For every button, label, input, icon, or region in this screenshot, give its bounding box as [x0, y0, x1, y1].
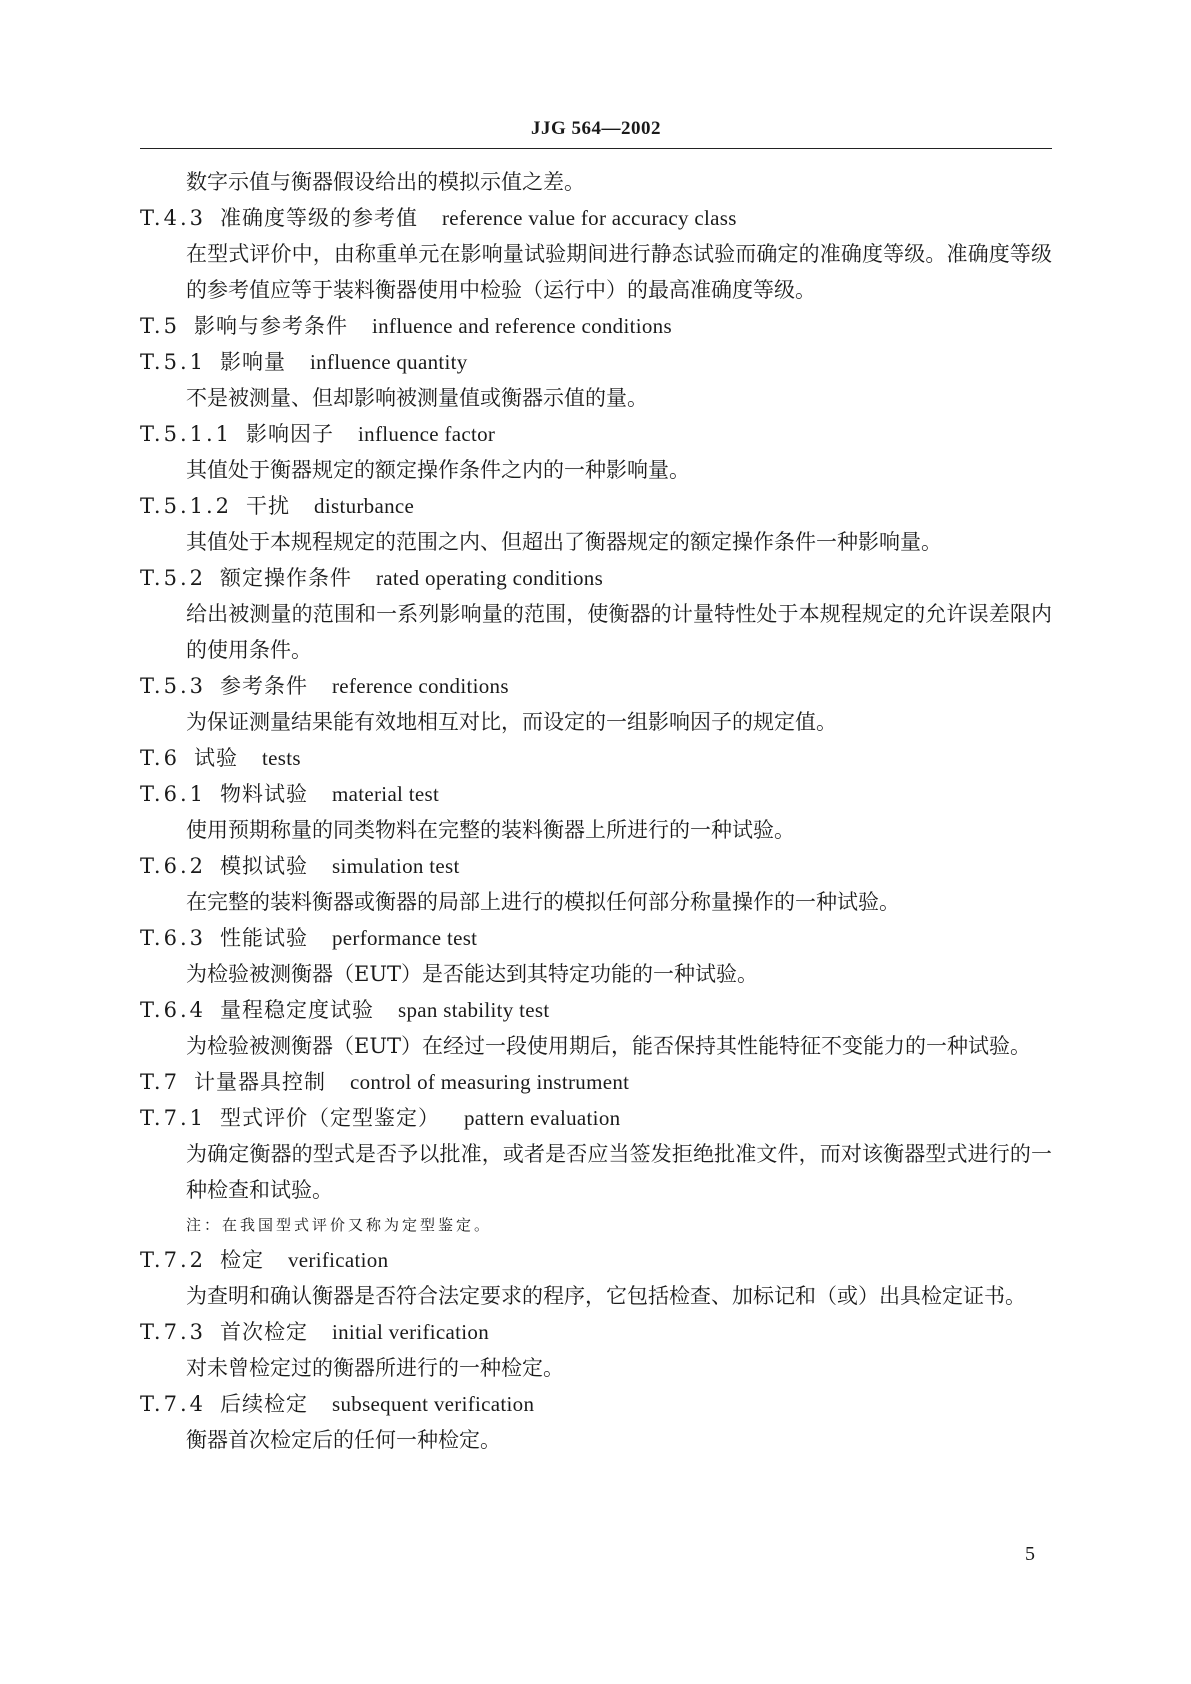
clause-heading-t5-1	[140, 344, 1052, 380]
clause-number: T.6.3	[140, 926, 206, 950]
clause-term-en: subsequent verification	[332, 1392, 535, 1416]
clause-definition-t5-1: 不是被测量、但却影响被测量值或衡器示值的量。	[186, 386, 648, 410]
clause-heading-t7-1	[140, 1100, 1052, 1136]
clause-heading-t6-2	[140, 848, 1052, 884]
clause-term-zh: 影响与参考条件	[193, 314, 348, 338]
clause-number: T.6	[140, 746, 180, 770]
clause-heading-t5-1-1	[140, 416, 1052, 452]
clause-term-zh: 参考条件	[220, 674, 308, 698]
clause-number: T.5.3	[140, 674, 206, 698]
clause-definition-t6-3: 为检验被测衡器（EUT）是否能达到其特定功能的一种试验。	[186, 962, 759, 986]
clause-definition-t6-4: 为检验被测衡器（EUT）在经过一段使用期后，能否保持其性能特征不变能力的一种试验。	[186, 1034, 1032, 1058]
clause-term-en: tests	[261, 746, 301, 770]
clause-definition-t5-2: 给出被测量的范围和一系列影响量的范围，使衡器的计量特性处于本规程规定的允许误差限内的使用条件。	[186, 602, 1052, 662]
clause-definition-t7-3: 对未曾检定过的衡器所进行的一种检定。	[186, 1356, 564, 1380]
page-number: 5	[1025, 1543, 1035, 1565]
clause-term-en: influence factor	[358, 422, 496, 446]
clause-term-zh: 试验	[193, 746, 238, 770]
clause-heading-t6-3	[140, 920, 1052, 956]
clause-term-en: rated operating conditions	[376, 566, 604, 590]
clause-definition-t5-1-1: 其值处于衡器规定的额定操作条件之内的一种影响量。	[186, 458, 690, 482]
clause-term-en: pattern evaluation	[464, 1106, 621, 1130]
clause-definition-t6-1: 使用预期称量的同类物料在完整的装料衡器上所进行的一种试验。	[186, 818, 795, 842]
clause-term-zh: 型式评价（定型鉴定）	[220, 1106, 440, 1130]
clause-term-zh: 准确度等级的参考值	[220, 206, 418, 230]
clause-number: T.7.2	[140, 1248, 206, 1272]
clause-heading-t6-4	[140, 992, 1052, 1028]
clause-number: T.5.2	[140, 566, 206, 590]
clause-heading-t7-4	[140, 1386, 1052, 1422]
clause-heading-t7-3	[140, 1314, 1052, 1350]
clause-note-t7-1: 注：在我国型式评价又称为定型鉴定。	[186, 1216, 493, 1234]
clause-term-zh: 性能试验	[220, 926, 308, 950]
clause-heading-t6	[140, 740, 1052, 776]
document-body	[140, 164, 1052, 1458]
clause-term-en: disturbance	[314, 494, 415, 518]
paragraph-continuation: 数字示值与衡器假设给出的模拟示值之差。	[186, 170, 585, 194]
clause-term-zh: 模拟试验	[220, 854, 308, 878]
clause-number: T.4.3	[140, 206, 206, 230]
clause-definition-t6-2: 在完整的装料衡器或衡器的局部上进行的模拟任何部分称量操作的一种试验。	[186, 890, 900, 914]
header-rule	[140, 148, 1052, 149]
clause-term-zh: 计量器具控制	[193, 1070, 326, 1094]
clause-number: T.7.1	[140, 1106, 206, 1130]
clause-term-en: span stability test	[398, 998, 550, 1022]
clause-term-en: reference value for accuracy class	[442, 206, 737, 230]
clause-term-zh: 检定	[220, 1248, 264, 1272]
clause-term-zh: 影响因子	[246, 422, 335, 446]
clause-number: T.5.1	[140, 350, 206, 374]
clause-heading-t4-3	[140, 200, 1052, 236]
clause-term-zh: 首次检定	[220, 1320, 308, 1344]
clause-term-en: influence quantity	[310, 350, 468, 374]
clause-term-en: reference conditions	[332, 674, 509, 698]
clause-term-en: simulation test	[332, 854, 460, 878]
clause-number: T.7	[140, 1070, 180, 1094]
clause-term-zh: 干扰	[246, 494, 291, 518]
page-header: JJG 564—2002	[530, 118, 662, 139]
clause-number: T.6.2	[140, 854, 206, 878]
clause-term-en: material test	[332, 782, 440, 806]
clause-definition-t5-3: 为保证测量结果能有效地相互对比，而设定的一组影响因子的规定值。	[186, 710, 837, 734]
clause-term-en: verification	[288, 1248, 389, 1272]
clause-definition-t7-2: 为查明和确认衡器是否符合法定要求的程序，它包括检查、加标记和（或）出具检定证书。	[186, 1284, 1026, 1308]
clause-heading-t5-3	[140, 668, 1052, 704]
clause-term-en: initial verification	[332, 1320, 490, 1344]
clause-term-zh: 量程稳定度试验	[220, 998, 374, 1022]
clause-term-zh: 物料试验	[220, 782, 308, 806]
clause-term-en: performance test	[332, 926, 478, 950]
clause-number: T.5.1.1	[140, 422, 233, 446]
clause-number: T.6.1	[140, 782, 206, 806]
clause-term-zh: 后续检定	[220, 1392, 308, 1416]
clause-heading-t7	[140, 1064, 1052, 1100]
clause-heading-t5-1-2	[140, 488, 1052, 524]
clause-number: T.5	[140, 314, 180, 338]
clause-number: T.6.4	[140, 998, 206, 1022]
clause-term-en: influence and reference conditions	[371, 314, 672, 338]
clause-term-zh: 额定操作条件	[220, 566, 352, 590]
clause-term-zh: 影响量	[220, 350, 286, 374]
clause-heading-t6-1	[140, 776, 1052, 812]
clause-heading-t5	[140, 308, 1052, 344]
clause-definition-t7-4: 衡器首次检定后的任何一种检定。	[186, 1428, 501, 1452]
clause-heading-t5-2	[140, 560, 1052, 596]
clause-definition-t5-1-2: 其值处于本规程规定的范围之内、但超出了衡器规定的额定操作条件一种影响量。	[186, 530, 942, 554]
clause-number: T.5.1.2	[140, 494, 233, 518]
clause-definition-t7-1: 为确定衡器的型式是否予以批准，或者是否应当签发拒绝批准文件，而对该衡器型式进行的一种检查和试验。	[186, 1142, 1052, 1202]
clause-heading-t7-2	[140, 1242, 1052, 1278]
clause-definition-t4-3: 在型式评价中，由称重单元在影响量试验期间进行静态试验而确定的准确度等级。准确度等级的参考值应等于装料衡器使用中检验（运行中）的最高准确度等级。	[186, 242, 1052, 302]
clause-term-en: control of measuring instrument	[349, 1070, 630, 1094]
clause-number: T.7.3	[140, 1320, 206, 1344]
clause-number: T.7.4	[140, 1392, 206, 1416]
